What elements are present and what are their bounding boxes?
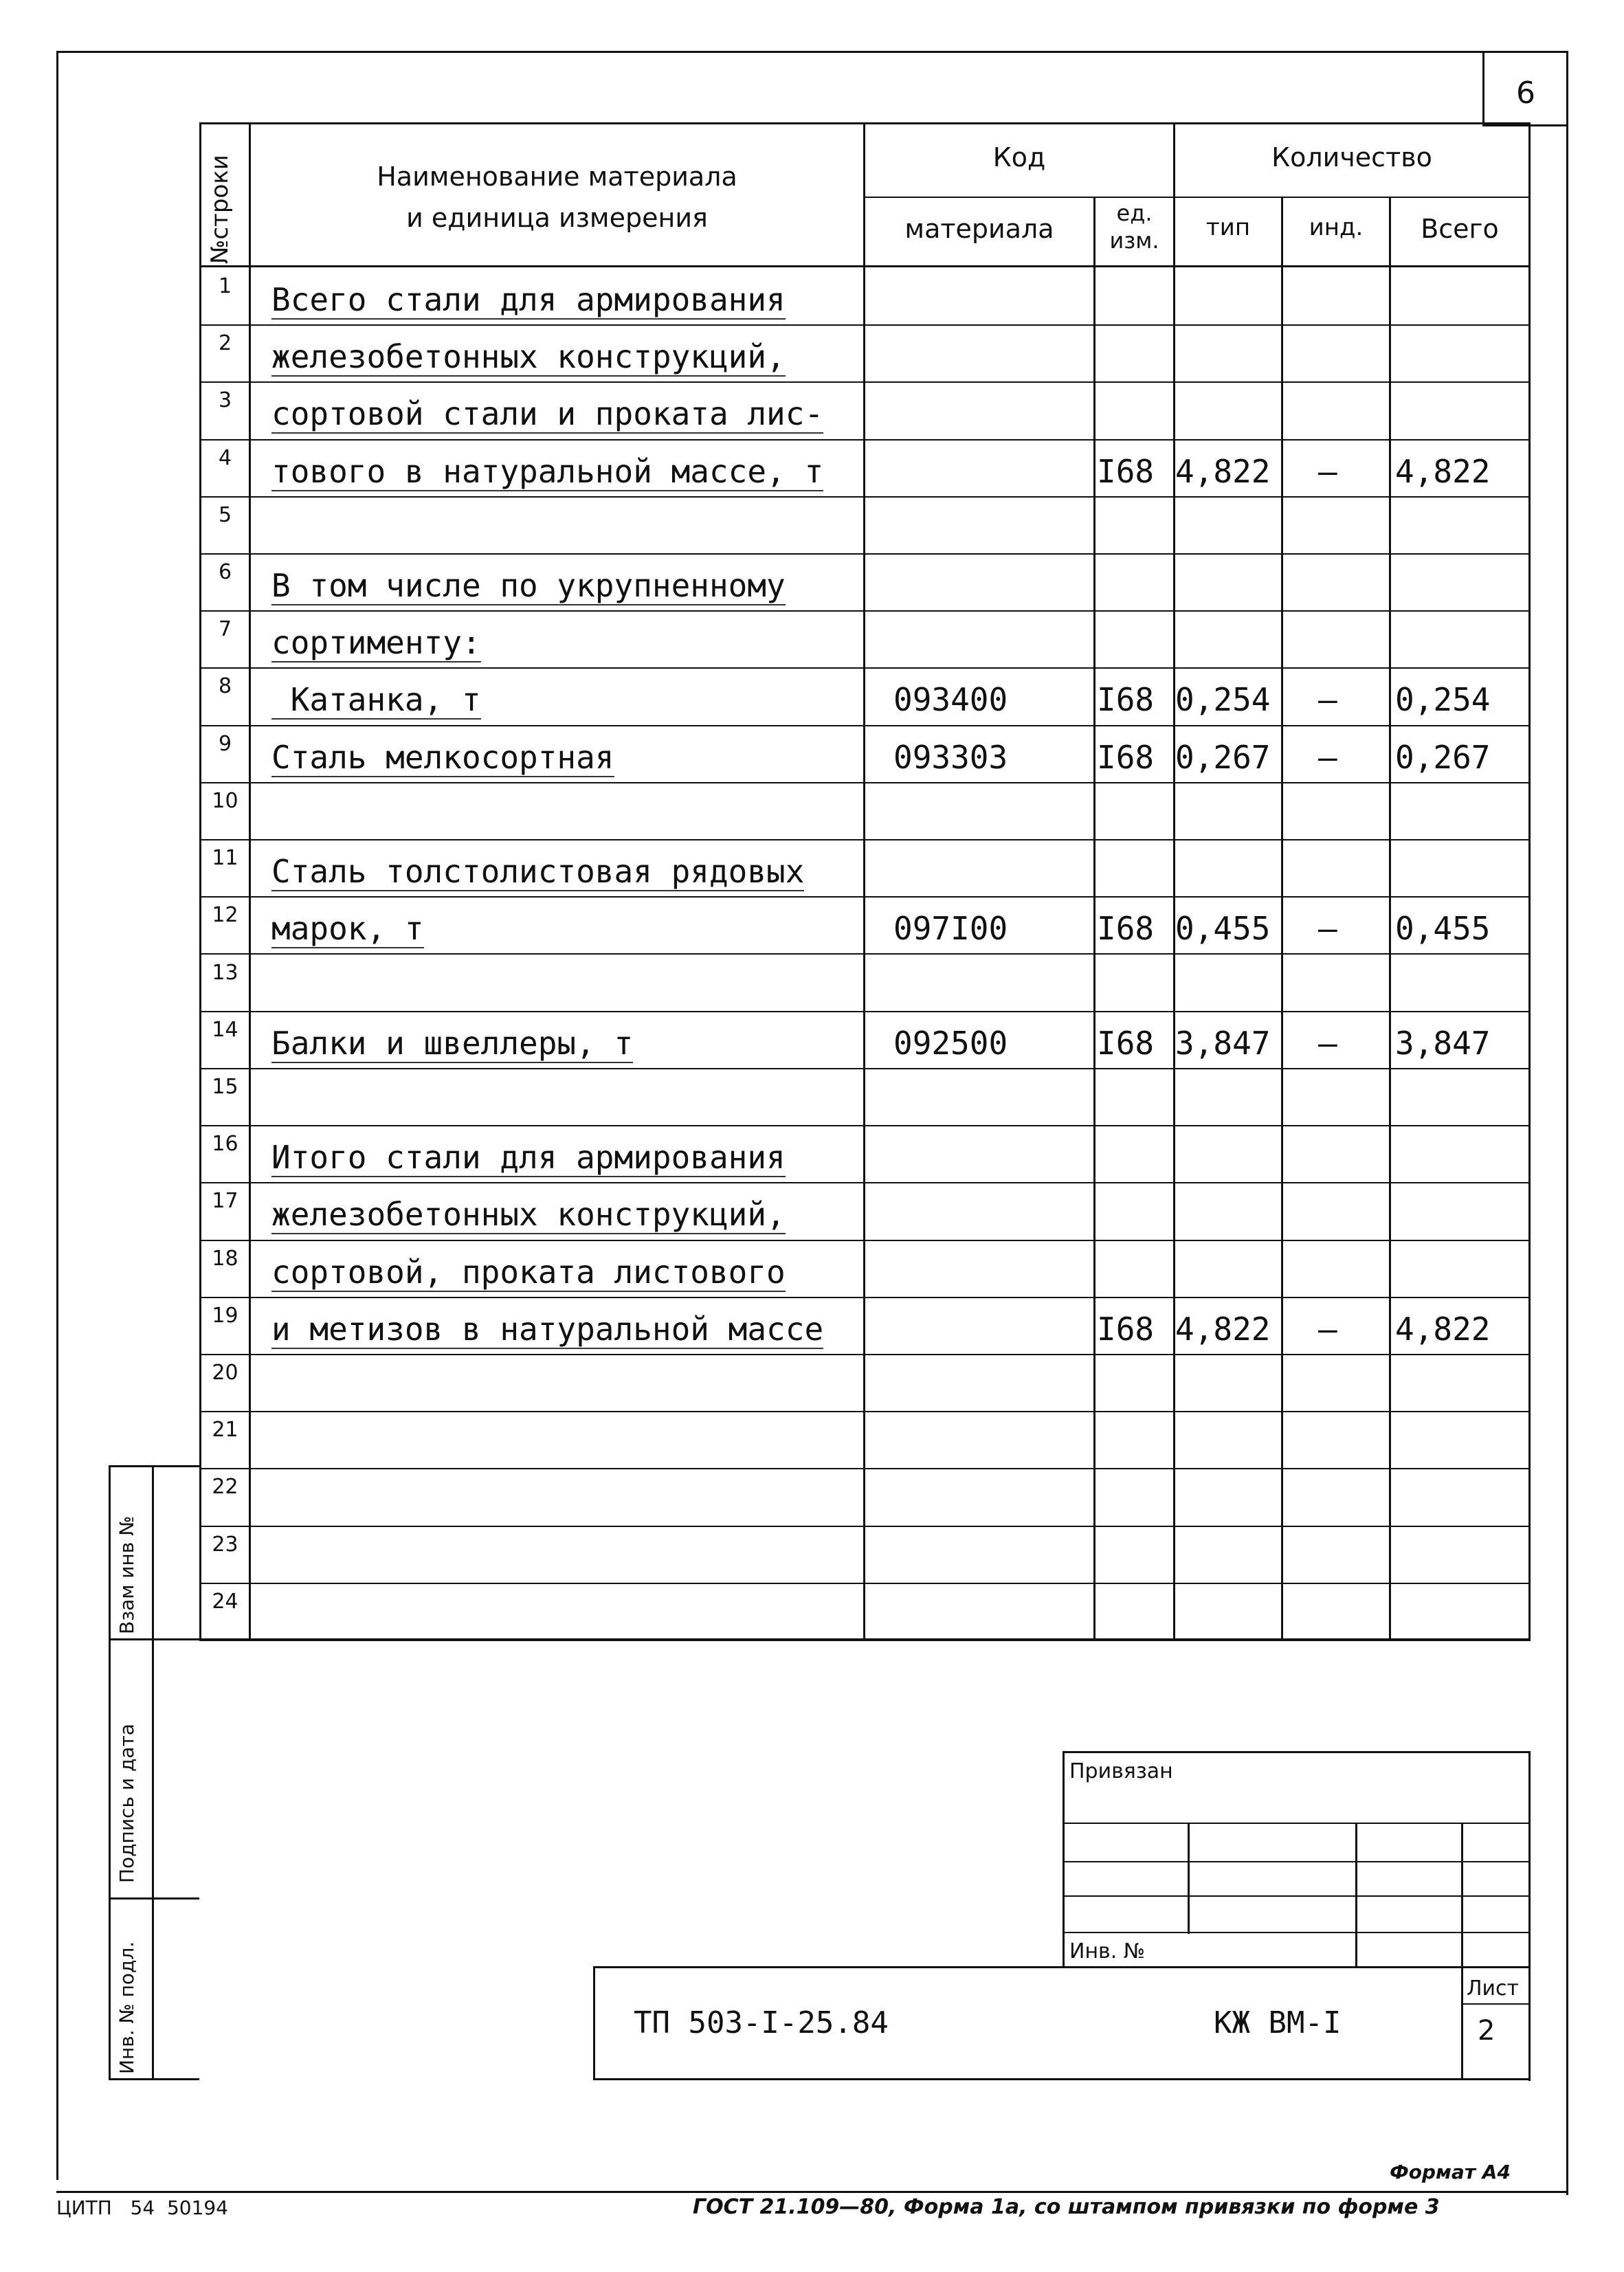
cell-total: 4,822 <box>1395 1311 1491 1348</box>
cell-name: железобетонных конструкций, <box>271 338 786 375</box>
cell-unit: I68 <box>1097 453 1155 490</box>
row-number: 5 <box>218 503 232 527</box>
cell-total: 3,847 <box>1395 1025 1491 1062</box>
cell-name: Всего стали для армирования <box>271 281 786 318</box>
cell-unit: I68 <box>1097 739 1155 776</box>
cell-tip: 0,254 <box>1175 681 1271 718</box>
cell-unit: I68 <box>1097 910 1155 947</box>
row-number: 16 <box>212 1132 238 1156</box>
vzam-inv-label: Взам инв № <box>115 1515 138 1634</box>
row-number: 4 <box>218 446 232 470</box>
row-number: 14 <box>212 1018 238 1042</box>
format-label: Формат А4 <box>1390 2161 1511 2183</box>
cell-ind: – <box>1318 681 1337 718</box>
row-number: 1 <box>218 274 232 298</box>
row-number: 24 <box>212 1590 238 1614</box>
cell-ind: – <box>1318 910 1337 947</box>
cell-name: Итого стали для армирования <box>271 1139 786 1176</box>
row-number: 11 <box>212 846 238 870</box>
row-number: 13 <box>212 961 238 985</box>
row-number: 19 <box>212 1304 238 1328</box>
podpis-data-label: Подпись и дата <box>115 1724 138 1883</box>
row-number: 20 <box>212 1361 238 1385</box>
cell-ind: – <box>1318 739 1337 776</box>
cell-tip: 0,267 <box>1175 739 1271 776</box>
cell-total: 0,254 <box>1395 681 1491 718</box>
material-code-header: материала <box>904 214 1054 244</box>
sheet-number: 6 <box>1516 76 1535 111</box>
name-header-line2: и единица измерения <box>406 203 708 233</box>
sheet-label: Лист <box>1467 1976 1520 2001</box>
cell-total: 4,822 <box>1395 453 1491 490</box>
unit-header-line2: изм. <box>1109 227 1159 254</box>
cell-name: Сталь толстолистовая рядовых <box>271 853 805 890</box>
row-number: 6 <box>218 560 232 584</box>
sheet-value: 2 <box>1478 2015 1495 2047</box>
privyazan-label: Привязан <box>1069 1759 1173 1783</box>
cell-name: сортовой, проката листового <box>271 1254 786 1291</box>
document-code: ТП 503-I-25.84 <box>634 2005 889 2040</box>
cell-code: 093303 <box>893 739 1008 776</box>
row-number: 10 <box>212 789 238 813</box>
ind-header: инд. <box>1309 214 1364 241</box>
row-number: 21 <box>212 1418 238 1442</box>
cell-code: 093400 <box>893 681 1008 718</box>
cell-name: Катанка, т <box>271 681 481 718</box>
cell-tip: 4,822 <box>1175 1311 1271 1348</box>
document-mark: КЖ ВМ-I <box>1214 2005 1342 2040</box>
cell-name: сортовой стали и проката лис- <box>271 395 824 432</box>
cell-ind: – <box>1318 1311 1337 1348</box>
quantity-header: Количество <box>1271 142 1432 172</box>
row-number: 15 <box>212 1075 238 1099</box>
cell-tip: 0,455 <box>1175 910 1271 947</box>
cell-name: и метизов в натуральной массе <box>271 1311 824 1348</box>
cell-name: марок, т <box>271 910 424 947</box>
cell-name: тового в натуральной массе, т <box>271 453 824 490</box>
cell-name: Сталь мелкосортная <box>271 739 614 776</box>
row-number-header: №строки <box>206 155 234 264</box>
cell-tip: 4,822 <box>1175 453 1271 490</box>
unit-header-line1: ед. <box>1116 200 1153 226</box>
cell-total: 0,455 <box>1395 910 1491 947</box>
inv-podl-label: Инв. № подл. <box>115 1941 138 2074</box>
cell-name: Балки и швеллеры, т <box>271 1025 634 1062</box>
code-header: Код <box>992 142 1046 172</box>
total-header: Всего <box>1421 214 1499 244</box>
cell-ind: – <box>1318 1025 1337 1062</box>
row-number: 12 <box>212 903 238 927</box>
row-number: 22 <box>212 1475 238 1499</box>
gost-footer: ГОСТ 21.109—80, Форма 1а, со штампом привязки по форме 3 <box>693 2195 1440 2219</box>
cell-unit: I68 <box>1097 1311 1155 1348</box>
inv-no-label: Инв. № <box>1069 1939 1146 1963</box>
frame-bottom <box>56 2191 1568 2193</box>
cell-unit: I68 <box>1097 1025 1155 1062</box>
row-number: 23 <box>212 1533 238 1557</box>
cell-name: сортименту: <box>271 624 481 661</box>
tip-header: тип <box>1205 214 1251 241</box>
cell-name: В том числе по укрупненному <box>271 567 786 604</box>
cell-name: железобетонных конструкций, <box>271 1196 786 1233</box>
cell-ind: – <box>1318 453 1337 490</box>
cell-tip: 3,847 <box>1175 1025 1271 1062</box>
row-number: 17 <box>212 1189 238 1213</box>
row-number: 9 <box>218 732 232 756</box>
name-header-line1: Наименование материала <box>377 162 737 192</box>
row-number: 8 <box>218 674 232 698</box>
row-number: 2 <box>218 331 232 355</box>
cell-code: 092500 <box>893 1025 1008 1062</box>
row-number: 3 <box>218 388 232 412</box>
row-number: 18 <box>212 1247 238 1271</box>
row-number: 7 <box>218 617 232 641</box>
footer-left: ЦИТП 54 50194 <box>56 2196 229 2219</box>
cell-unit: I68 <box>1097 681 1155 718</box>
cell-code: 097I00 <box>893 910 1008 947</box>
cell-total: 0,267 <box>1395 739 1491 776</box>
